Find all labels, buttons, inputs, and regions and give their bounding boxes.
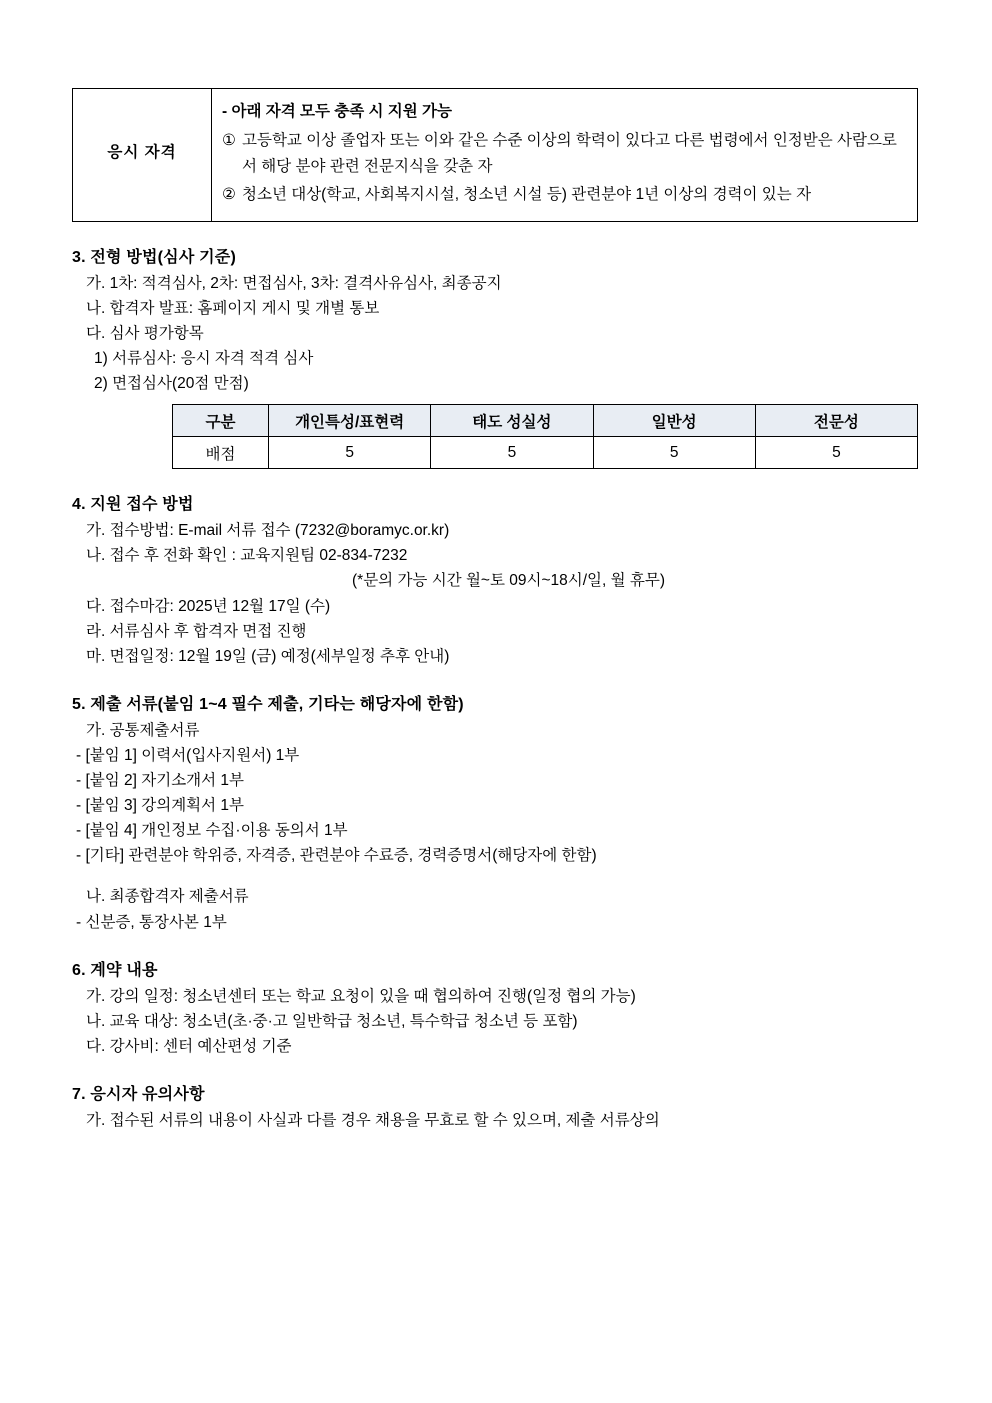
column-header: 일반성 [593, 405, 755, 437]
section-3-line: 가. 1차: 적격심사, 2차: 면접심사, 3차: 결격사유심사, 최종공지 [86, 274, 502, 292]
list-item [222, 128, 907, 181]
section-6-line: 가. 강의 일정: 청소년센터 또는 학교 요청이 있을 때 협의하여 진행(일정 협의 가능) [86, 987, 636, 1005]
section-3-line: 나. 합격자 발표: 홈페이지 게시 및 개별 통보 [86, 299, 380, 317]
section-5-item: - 신분증, 통장사본 1부 [76, 913, 227, 931]
section-3-title: 3. 전형 방법(심사 기준) [72, 248, 236, 266]
score-value: 5 [431, 437, 593, 469]
section-4-title: 4. 지원 접수 방법 [72, 496, 194, 514]
column-header: 전문성 [755, 405, 917, 437]
section-5-item: - [기타] 관련분야 학위증, 자격증, 관련분야 수료증, 경력증명서(해당자에 한함) [76, 847, 597, 865]
section-5 [72, 691, 920, 935]
table-row [73, 89, 918, 222]
item-number: ① [222, 131, 236, 149]
section-6-line: 다. 강사비: 센터 예산편성 기준 [86, 1037, 292, 1055]
section-4-line: 다. 접수마감: 2025년 12월 17일 (수) [86, 597, 331, 615]
section-5-title: 5. 제출 서류(붙임 1~4 필수 제출, 기타는 해당자에 한함) [72, 695, 464, 713]
section-5-item: - [붙임 4] 개인정보 수집·이용 동의서 1부 [76, 822, 348, 840]
column-header: 개인특성/표현력 [269, 405, 431, 437]
section-3-line: 다. 심사 평가항목 [86, 324, 204, 342]
section-3 [72, 244, 920, 470]
column-header: 태도 성실성 [431, 405, 593, 437]
qualification-table [72, 88, 918, 222]
qualification-body [212, 89, 918, 222]
section-7-title: 7. 응시자 유의사항 [72, 1086, 205, 1104]
score-table-wrapper [72, 404, 920, 469]
table-header-row [173, 405, 918, 437]
section-6 [72, 957, 920, 1059]
section-7-line: 가. 접수된 서류의 내용이 사실과 다를 경우 채용을 무효로 할 수 있으며, 제출 서류상의 [86, 1112, 660, 1130]
qualification-label: 응시 자격 [73, 89, 212, 222]
table-row [173, 437, 918, 469]
item-number: ② [222, 185, 236, 203]
section-4-note: (*문의 가능 시간 월~토 09시~18시/일, 월 휴무) [352, 572, 666, 590]
section-5-item: - [붙임 2] 자기소개서 1부 [76, 772, 245, 790]
section-4-line: 라. 서류심사 후 합격자 면접 진행 [86, 622, 307, 640]
row-label: 배점 [173, 437, 269, 469]
section-3-subline: 1) 서류심사: 응시 자격 적격 심사 [94, 349, 314, 367]
section-5-subheading: 나. 최종합격자 제출서류 [86, 888, 249, 906]
section-4-line: 마. 면접일정: 12월 19일 (금) 예정(세부일정 추후 안내) [86, 647, 450, 665]
list-item [222, 182, 907, 209]
section-7 [72, 1081, 920, 1133]
column-header: 구분 [173, 405, 269, 437]
section-6-line: 나. 교육 대상: 청소년(초·중·고 일반학급 청소년, 특수학급 청소년 등 포함) [86, 1012, 578, 1030]
section-3-subline: 2) 면접심사(20점 만점) [94, 375, 249, 393]
section-4 [72, 491, 920, 669]
section-5-item: - [붙임 1] 이력서(입사지원서) 1부 [76, 746, 300, 764]
section-5-item: - [붙임 3] 강의계획서 1부 [76, 797, 245, 815]
qualification-heading: - 아래 자격 모두 충족 시 지원 가능 [222, 103, 452, 120]
score-value: 5 [593, 437, 755, 469]
score-value: 5 [269, 437, 431, 469]
section-4-line: 나. 접수 후 전화 확인 : 교육지원팀 02-834-7232 [86, 547, 408, 565]
spacer [72, 868, 920, 884]
interview-score-table [172, 404, 918, 469]
section-6-title: 6. 계약 내용 [72, 961, 158, 979]
document-content [72, 88, 920, 1133]
item-text: 청소년 대상(학교, 사회복지시설, 청소년 시설 등) 관련분야 1년 이상의 경력이 있는 자 [242, 185, 812, 203]
score-value: 5 [755, 437, 917, 469]
section-5-subheading: 가. 공통제출서류 [86, 721, 200, 739]
item-text: 고등학교 이상 졸업자 또는 이와 같은 수준 이상의 학력이 있다고 다른 법령에서 인정받은 사람으로서 해당 분야 관련 전문지식을 갖춘 자 [242, 131, 897, 176]
section-4-line: 가. 접수방법: E-mail 서류 접수 (7232@boramyc.or.kr) [86, 522, 450, 540]
